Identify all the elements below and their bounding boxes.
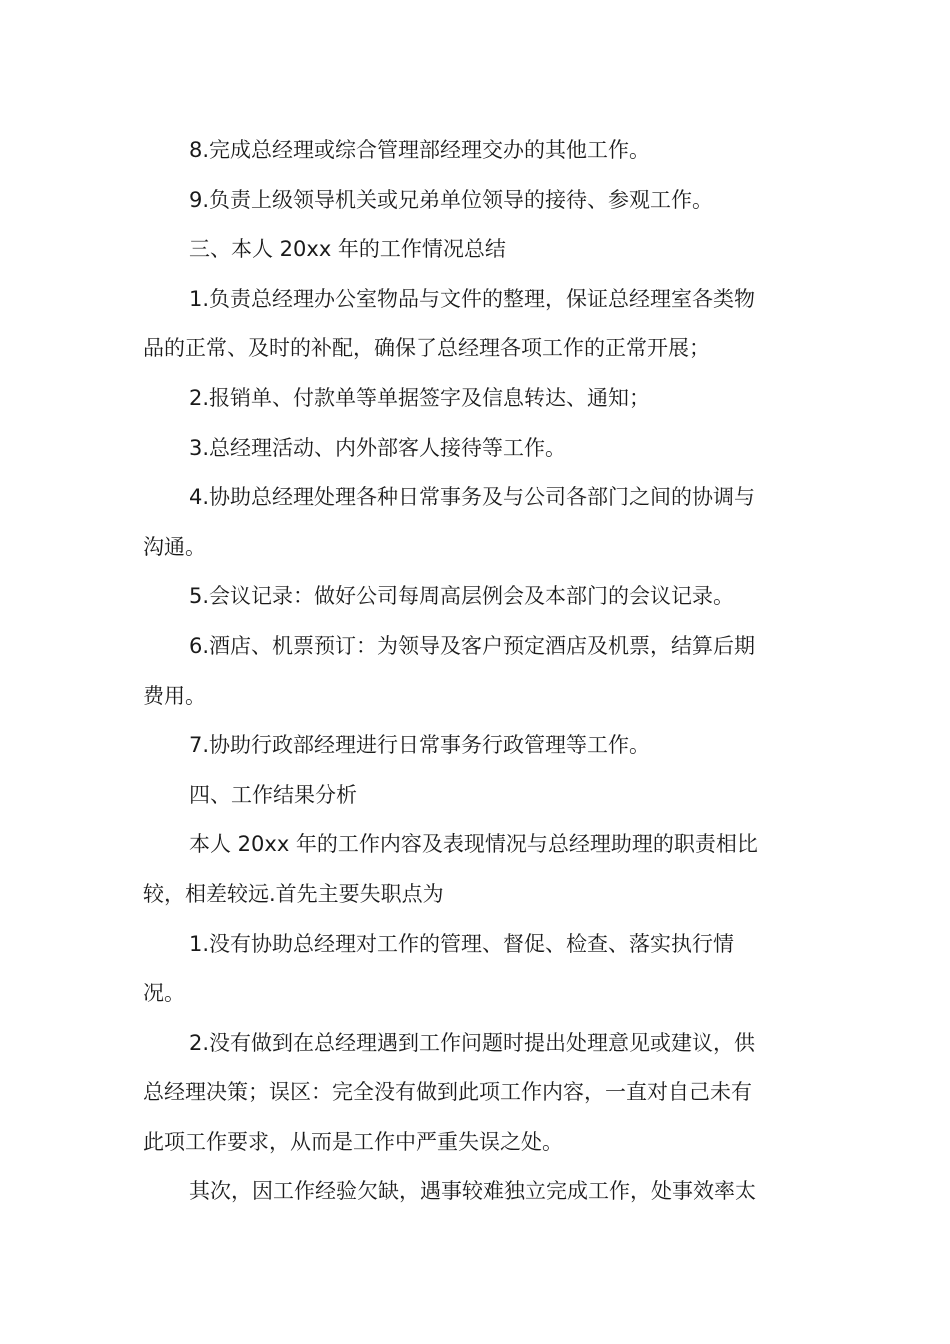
paragraph: [143, 424, 808, 474]
text-line: 总经理决策；误区：完全没有做到此项工作内容，一直对自己未有: [143, 1080, 752, 1105]
paragraph: [143, 1167, 808, 1217]
paragraph: [143, 721, 808, 771]
text-line: 8.完成总经理或综合管理部经理交办的其他工作。: [189, 138, 651, 162]
paragraph: [143, 275, 808, 374]
text-line: 其次，因工作经验欠缺，遇事较难独立完成工作，处事效率太: [189, 1179, 756, 1204]
text-line: 品的正常、及时的补配，确保了总经理各项工作的正常开展；: [143, 336, 710, 361]
paragraph: [143, 126, 808, 176]
text-line: 费用。: [143, 683, 206, 708]
paragraph: [143, 176, 808, 226]
text-line: 4.协助总经理处理各种日常事务及与公司各部门之间的协调与: [189, 485, 756, 510]
text-line: 三、本人 20xx 年的工作情况总结: [189, 237, 506, 262]
paragraph: [143, 820, 808, 919]
paragraph: [143, 622, 808, 721]
text-line: 1.负责总经理办公室物品与文件的整理，保证总经理室各类物: [189, 286, 756, 311]
section-heading: [143, 771, 808, 821]
text-line: 5.会议记录：做好公司每周高层例会及本部门的会议记录。: [189, 584, 735, 609]
text-line: 沟通。: [143, 534, 206, 559]
text-line: 9.负责上级领导机关或兄弟单位领导的接待、参观工作。: [189, 187, 714, 212]
text-line: 2.报销单、付款单等单据签字及信息转达、通知；: [189, 385, 651, 410]
text-line: 况。: [143, 981, 185, 1006]
text-line: 3.总经理活动、内外部客人接待等工作。: [189, 435, 567, 460]
text-line: 1.没有协助总经理对工作的管理、督促、检查、落实执行情: [189, 931, 735, 956]
document-body: [143, 126, 808, 1217]
paragraph: [143, 572, 808, 622]
text-line: 7.协助行政部经理进行日常事务行政管理等工作。: [189, 733, 651, 758]
text-line: 6.酒店、机票预订：为领导及客户预定酒店及机票，结算后期: [189, 633, 756, 658]
text-line: 此项工作要求，从而是工作中严重失误之处。: [143, 1129, 563, 1154]
text-line: 2.没有做到在总经理遇到工作问题时提出处理意见或建议，供: [189, 1030, 756, 1055]
text-line: 本人 20xx 年的工作内容及表现情况与总经理助理的职责相比: [189, 832, 758, 857]
paragraph: [143, 1019, 808, 1168]
text-line: 四、工作结果分析: [189, 782, 357, 807]
paragraph: [143, 920, 808, 1019]
text-line: 较，相差较远.首先主要失职点为: [143, 881, 444, 906]
section-heading: [143, 225, 808, 275]
paragraph: [143, 473, 808, 572]
paragraph: [143, 374, 808, 424]
